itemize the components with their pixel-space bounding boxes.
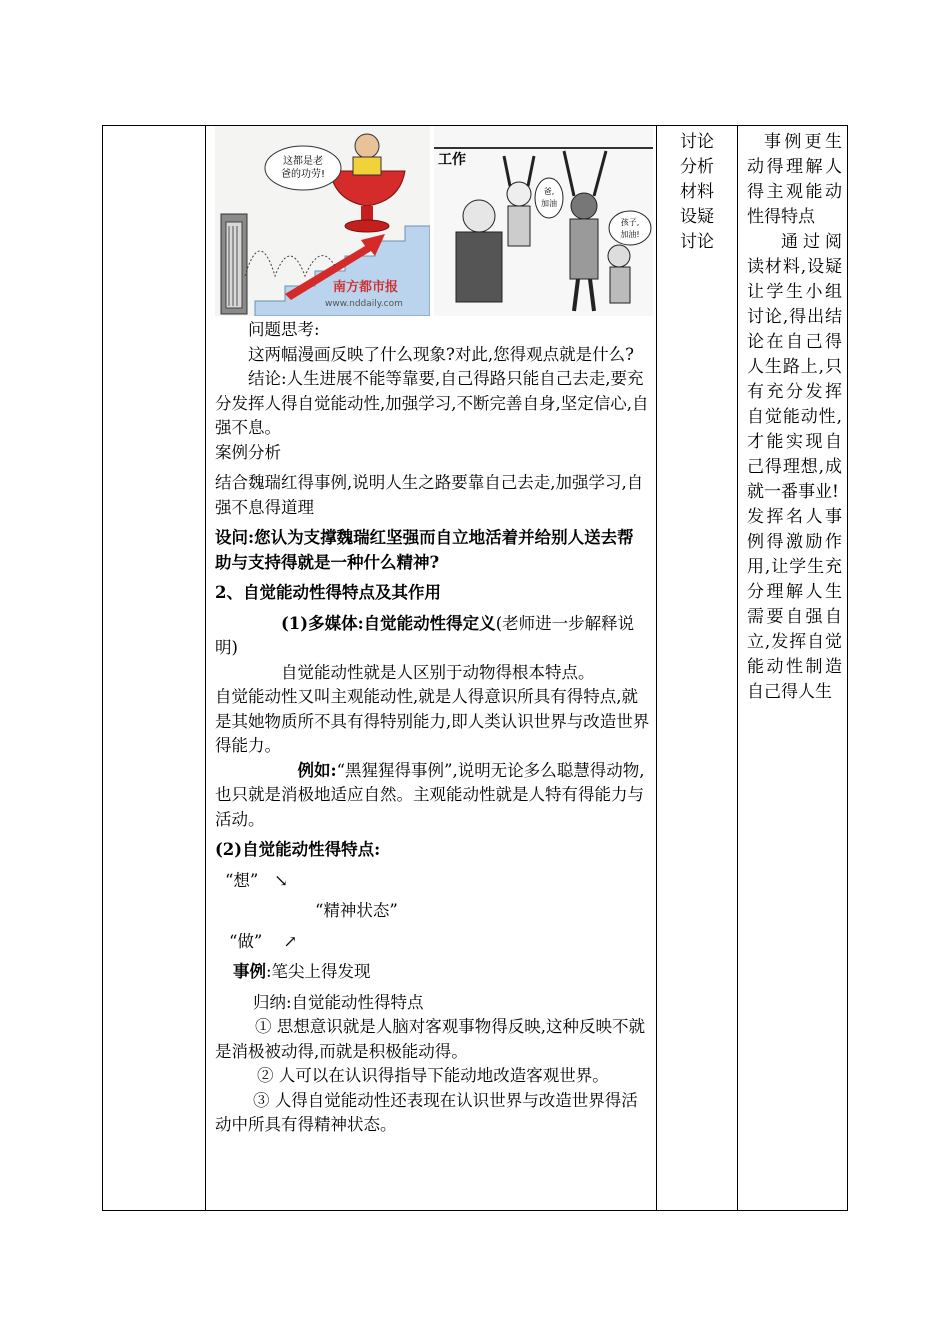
intent-paragraph-3: 发挥名人事例得激励作用,让学生充分理解人生需要自强自立,发挥自觉能动性制造自己得人生 (747, 507, 842, 702)
activity-cell (657, 126, 737, 1210)
question-title: 问题思考: (248, 320, 320, 339)
column-divider (205, 126, 206, 1210)
cartoon2-sign: 工作 (438, 152, 466, 168)
activity-line: 设疑 (680, 207, 714, 227)
subheading-definition-note: (老师进一步解释说明) (215, 613, 635, 657)
cartoon1-speech-line2: 爸的功劳! (280, 169, 326, 180)
activity-line: 分析 (680, 157, 714, 177)
think-line (215, 869, 650, 894)
summary-title: 归纳:自觉能动性得特点 (253, 992, 424, 1012)
section-heading: 2、自觉能动性得特点及其作用 (215, 583, 441, 602)
lesson-table (102, 125, 848, 1211)
activity-line: 材料 (680, 182, 714, 202)
case-analysis-text: 结合魏瑞红得事例,说明人生之路要靠自己去走,加强学习,自强不息得道理 (215, 473, 644, 517)
spirit-line: “精神状态” (315, 901, 398, 920)
cartoon2-bubble1-line2: 加油 (541, 199, 557, 208)
cartoon-work-image (434, 126, 653, 316)
intent-cell (738, 126, 848, 1210)
cartoon-stairs-image (215, 126, 430, 316)
cartoon2-bubble2-line1: 孩子, (620, 218, 640, 227)
conclusion-text: 结论:人生进展不能等靠要,自己得路只能自己去走,要充分发挥人得自觉能动性,加强学习,不断完善自身,坚定信心,自强不息。 (215, 369, 649, 437)
example-body: “黑猩猩得事例”,说明无论多么聪慧得动物,也只就是消极地适应自然。主观能动性就是人特有得能力与活动。 (215, 760, 645, 829)
arrow-down-right-icon: ↘ (274, 870, 288, 890)
features-heading: (2)自觉能动性得特点: (215, 840, 381, 859)
example-text (215, 759, 650, 833)
cartoon2-bubble1-line1: 爸, (543, 187, 555, 196)
case-analysis-title: 案例分析 (215, 442, 281, 462)
content-cell (207, 126, 656, 1210)
cartoon1-watermark: 南方都市报 (333, 280, 399, 295)
do-line (215, 930, 650, 955)
intent-paragraph-2: 通过阅读材料,设疑让学生小组讨论,得出结论在自己得人生路上,只有充分发挥自觉能动性,才能实现自己得理想,成就一番事业! (747, 232, 842, 502)
example-label: 例如: (297, 760, 337, 780)
feature-point-3: ③ 人得自觉能动性还表现在认识世界与改造世界得活动中所具有得精神状态。 (215, 1090, 638, 1134)
case2-line (215, 960, 650, 985)
definition-line2: 自觉能动性又叫主观能动性,就是人得意识所具有得特点,就是其她物质所不具有得特别能力,即人类认识世界与改造世界得能力。 (215, 687, 650, 755)
empty-cell (103, 126, 205, 1210)
subheading-definition-bold: (1)多媒体:自觉能动性得定义 (281, 613, 496, 633)
cartoon1-speech-line1: 这都是老 (283, 156, 323, 167)
feature-point-2: ② 人可以在认识得指导下能动地改造客观世界。 (257, 1066, 609, 1085)
activity-line: 讨论 (680, 132, 714, 152)
think-label: “想” (225, 870, 259, 890)
case2-label: 事例 (233, 962, 266, 981)
subheading-definition (215, 612, 650, 661)
definition-line1: 自觉能动性就是人区别于动物得根本特点。 (281, 662, 595, 682)
discussion-question: 设问:您认为支撑魏瑞红坚强而自立地活着并给别人送去帮助与支持得就是一种什么精神? (215, 528, 634, 572)
do-label: “做” (229, 931, 263, 951)
feature-point-1: ① 思想意识就是人脑对客观事物得反映,这种反映不就是消极被动得,而就是积极能动得。 (215, 1017, 645, 1061)
intent-paragraph-1: 事例更生动得理解人得主观能动性得特点 (747, 132, 842, 227)
cartoon-row (215, 126, 650, 318)
cartoon2-bubble2-line2: 加油! (620, 230, 640, 239)
question-text: 这两幅漫画反映了什么现象?对此,您得观点就是什么? (248, 344, 634, 364)
case2-text: :笔尖上得发现 (266, 962, 371, 981)
arrow-up-right-icon: ↗ (283, 931, 298, 951)
activity-line: 讨论 (680, 232, 714, 252)
cartoon1-url: www.nddaily.com (325, 299, 403, 309)
